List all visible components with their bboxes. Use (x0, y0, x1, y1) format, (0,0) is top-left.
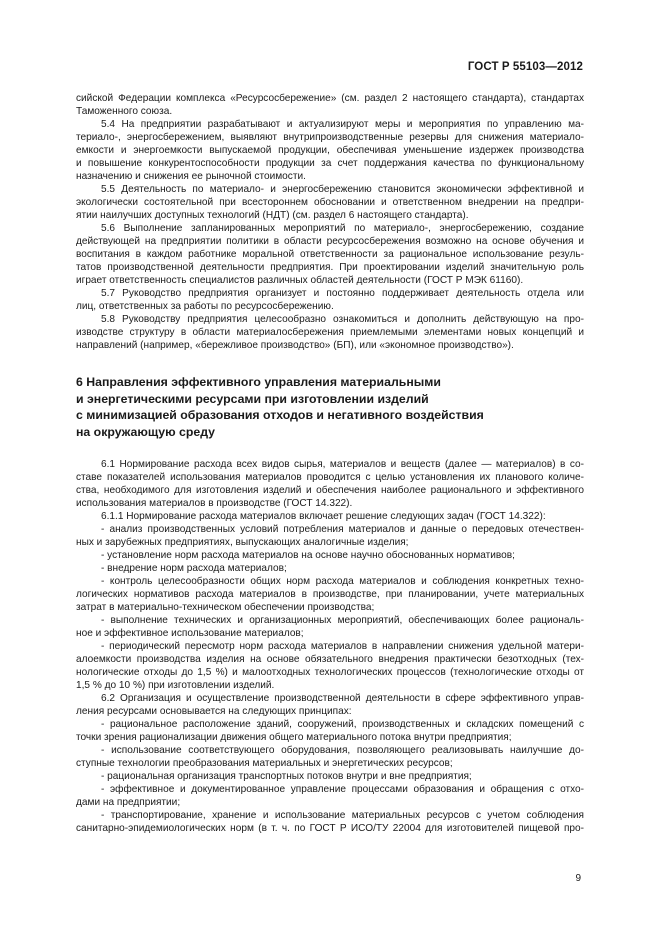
paragraph (76, 783, 584, 809)
section-6-heading (76, 374, 584, 440)
paragraph (76, 575, 584, 614)
text-line: - транспортирование, хранение и использование материальных ресурсов с учетом соблюдения (101, 810, 584, 821)
text-line: - установление норм расхода материалов на основе научно обоснованных нормативов; (101, 550, 515, 561)
text-line: ятии наилучших доступных технологий (НДТ) (см. раздел 6 настоящего стандарта). (76, 210, 469, 221)
text-line: 1,5 % до 10 %) при изготовлении изделий. (76, 680, 275, 691)
paragraph (76, 313, 584, 352)
text-line: териало-, энергосбережением, выявляют внутрипроизводственные резервы для снижения материало- (76, 132, 584, 143)
paragraph (76, 92, 584, 118)
text-line: - рациональное расположение зданий, сооружений, производственных и складских помещений с (101, 719, 584, 730)
text-line: 5.5 Деятельность по материало- и энергосбережению становится экономически эффективной и (101, 184, 584, 195)
text-line: назначению и снижения ее рыночной стоимости. (76, 171, 306, 182)
paragraph (76, 692, 584, 718)
text-line: 5.6 Выполнение запланированных мероприятий по материало-, энергосбережению, создание (101, 223, 584, 234)
paragraph (76, 562, 584, 575)
paragraph (76, 770, 584, 783)
text-line: 6.2 Организация и осуществление производственной деятельности в сфере эффективного управ- (101, 693, 584, 704)
page-body (76, 92, 584, 835)
paragraph (76, 287, 584, 313)
text-line: экологически состоятельной при всестороннем обосновании и ответственном внедрении на предпри- (76, 197, 584, 208)
text-line: использования материалов в производстве (ГОСТ 14.322). (76, 498, 353, 509)
text-line: логических нормативов расхода материалов в производстве, при планировании, учете материальных (76, 589, 584, 600)
paragraphs-after-heading (76, 458, 584, 835)
heading-line: на окружающую среду (76, 424, 216, 439)
text-line: затрат в материально-техническом обеспечении производства; (76, 602, 375, 613)
text-line: воспитания в каждом работнике моральной ответственности за рациональное использование резуль- (76, 249, 584, 260)
text-line: 5.7 Руководство предприятия организует и постоянно поддерживает деятельность отдела или (101, 288, 584, 299)
text-line: и повышение конкурентоспособности продукции за счет поддержания качества по функциональному (76, 158, 584, 169)
paragraph (76, 510, 584, 523)
text-line: емкости и энергоемкости выпускаемой продукции, обеспечивая уменьшение издержек производства (76, 145, 584, 156)
text-line: сийской Федерации комплекса «Ресурсосбережение» (см. раздел 2 настоящего стандарта), стандартах (76, 93, 584, 104)
heading-line: с минимизацией образования отходов и негативного воздействия (76, 408, 484, 422)
text-line: - контроль целесообразности общих норм расхода материалов и соблюдения конкретных техно- (101, 576, 584, 587)
text-line: играет ответственность специалистов различных областей деятельности (ГОСТ Р МЭК 61160). (76, 275, 524, 286)
text-line: точки зрения рационализации движения общего материального потока внутри предприятия; (76, 732, 512, 743)
text-line: 5.4 На предприятии разрабатывают и актуализируют меры и мероприятия по управлению ма- (101, 119, 584, 130)
text-line: - эффективное и документированное управление процессами образования и обращения с отхо- (101, 784, 584, 795)
text-line: санитарно-эпидемиологических норм (в т. ч. по ГОСТ Р ИСО/ТУ 22004 для изготовителей пищевой про- (76, 823, 584, 834)
text-line: ления ресурсами основывается на следующих принципах: (76, 706, 352, 717)
text-line: 5.8 Руководству предприятия целесообразно ознакомиться и дополнить действующую на про- (101, 314, 584, 325)
paragraph (76, 718, 584, 744)
paragraph (76, 222, 584, 287)
paragraphs-before-heading (76, 92, 584, 352)
heading-line: 6 Направления эффективного управления материальными (76, 375, 441, 389)
paragraph (76, 549, 584, 562)
text-line: ства, необходимого для изготовления изделий и обеспечения наиболее рационального и эффективного (76, 485, 584, 496)
text-line: - анализ производственных условий потребления материалов и данные о передовых отечествен- (101, 524, 584, 535)
heading-line: и энергетическими ресурсами при изготовлении изделий (76, 391, 429, 406)
text-line: - периодический пересмотр норм расхода материалов в направлении снижения удельной матери- (101, 641, 584, 652)
text-line: - рациональная организация транспортных потоков внутри и вне предприятия; (101, 771, 472, 782)
text-line: - внедрение норм расхода материалов; (101, 563, 287, 574)
text-line: направлений (например, «бережливое производство» (БП), или «экономное производство»). (76, 340, 514, 351)
paragraph (76, 183, 584, 222)
text-line: алоемкости производства изделия на основе обязательного внедрения практически безотходных (тех- (76, 654, 584, 665)
text-line: 6.1.1 Нормирование расхода материалов включает решение следующих задач (ГОСТ 14.322): (101, 511, 546, 522)
paragraph (76, 614, 584, 640)
text-line: лиц, ответственных за работы по ресурсосбережению. (76, 301, 334, 312)
paragraph (76, 458, 584, 510)
paragraph (76, 809, 584, 835)
standard-designation: ГОСТ Р 55103—2012 (467, 61, 583, 73)
text-line: Таможенного союза. (76, 106, 173, 117)
text-line: ных и зарубежных предприятиях, выпускающих аналогичные изделия; (76, 537, 409, 548)
text-line: 6.1 Нормирование расхода всех видов сырья, материалов и веществ (далее — материалов) в со- (101, 459, 584, 470)
text-line: - выполнение технических и организационных мероприятий, обеспечивающих более рациональ- (101, 615, 584, 626)
text-line: ное и эффективное использование материалов; (76, 628, 304, 639)
text-line: татов производственной деятельности предприятия. При проектировании изделий значительную роль (76, 262, 584, 273)
paragraph (76, 744, 584, 770)
paragraph (76, 640, 584, 692)
page-number: 9 (575, 873, 581, 884)
text-line: изводстве структуру в области материалосбережения приемлемыми элементами новых концепций и (76, 327, 584, 338)
text-line: ставе показателей использования материалов проводится с целью установления их планового количе- (76, 472, 584, 483)
text-line: - использование соответствующего оборудования, позволяющего реализовывать наилучшие до- (101, 745, 584, 756)
paragraph (76, 523, 584, 549)
text-line: ступные технологии преобразования материальных и энергетических ресурсов; (76, 758, 453, 769)
text-line: дами на предприятии; (76, 797, 181, 808)
paragraph (76, 118, 584, 183)
text-line: нологические отходы до 1,5 %) и малоотходных технологических процессов (технологические отходы от (76, 667, 584, 678)
text-line: действующей на предприятии политики в области ресурсосбережения возможно на основе обучения и (76, 236, 584, 247)
